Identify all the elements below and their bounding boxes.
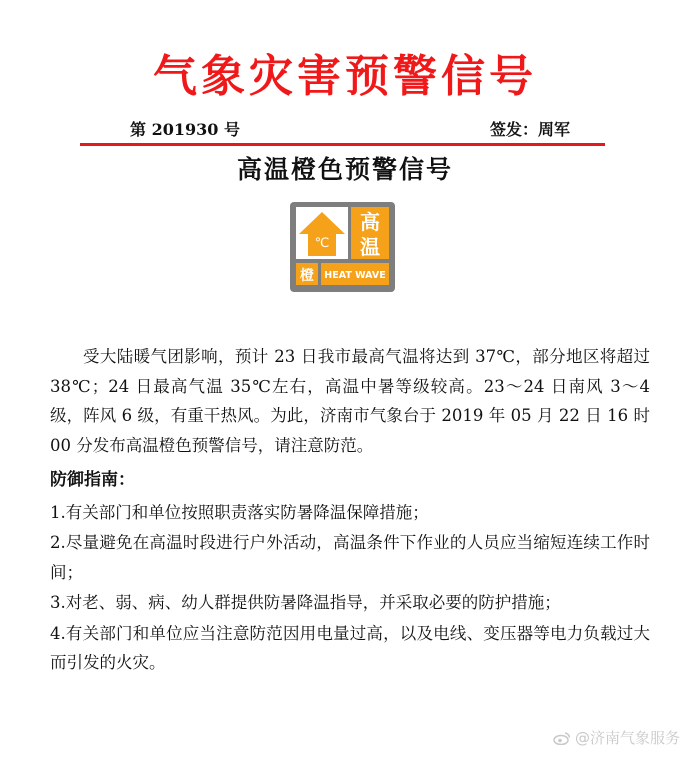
signal-level-char: 橙	[300, 268, 314, 284]
heat-wave-orange-signal-icon	[290, 202, 395, 292]
temperature-symbol: ℃	[314, 236, 330, 251]
guide-item-2: 2.尽量避免在高温时段进行户外活动，高温条件下作业的人员应当缩短连续工作时间；	[50, 533, 650, 582]
guide-title: 防御指南：	[50, 470, 135, 490]
signal-side-text-bottom: 温	[360, 235, 380, 259]
guide-item-4: 4.有关部门和单位应当注意防范因用电量过高，以及电线、变压器等电力负载过大而引发的火灾。	[50, 623, 650, 672]
document-body	[50, 342, 650, 679]
warning-paragraph: 受大陆暖气团影响，预计 23 日我市最高气温将达到 37℃，部分地区将超过 38℃；24 日最高气温 35℃左右，高温中暑等级较高。23～24 日南风 3～4 级，阵风 6 级，有重干热风。为此，济南市气象台于 2019 年 05 月 22 日 16 时 00 分发布高温橙色预警信号，请注意防范。	[50, 347, 650, 455]
guide-item-3: 3.对老、弱、病、幼人群提供防暑降温指导，并采取必要的防护措施；	[50, 593, 561, 612]
signer: 签发：周军	[489, 120, 570, 139]
signal-english-label: HEAT WAVE	[324, 270, 386, 281]
issue-number: 第 201930 号	[130, 120, 240, 139]
page-title: 高温橙色预警信号	[236, 155, 453, 184]
header-divider	[80, 143, 605, 146]
banner-title: 气象灾害预警信号	[153, 51, 537, 102]
weibo-icon	[553, 731, 571, 745]
watermark	[553, 727, 680, 748]
guide-list	[50, 498, 650, 678]
guide-item-1: 1.有关部门和单位按照职责落实防暑降温保障措施；	[50, 502, 429, 522]
signal-side-text-top: 高	[360, 210, 380, 234]
watermark-text: @济南气象服务	[574, 729, 680, 747]
